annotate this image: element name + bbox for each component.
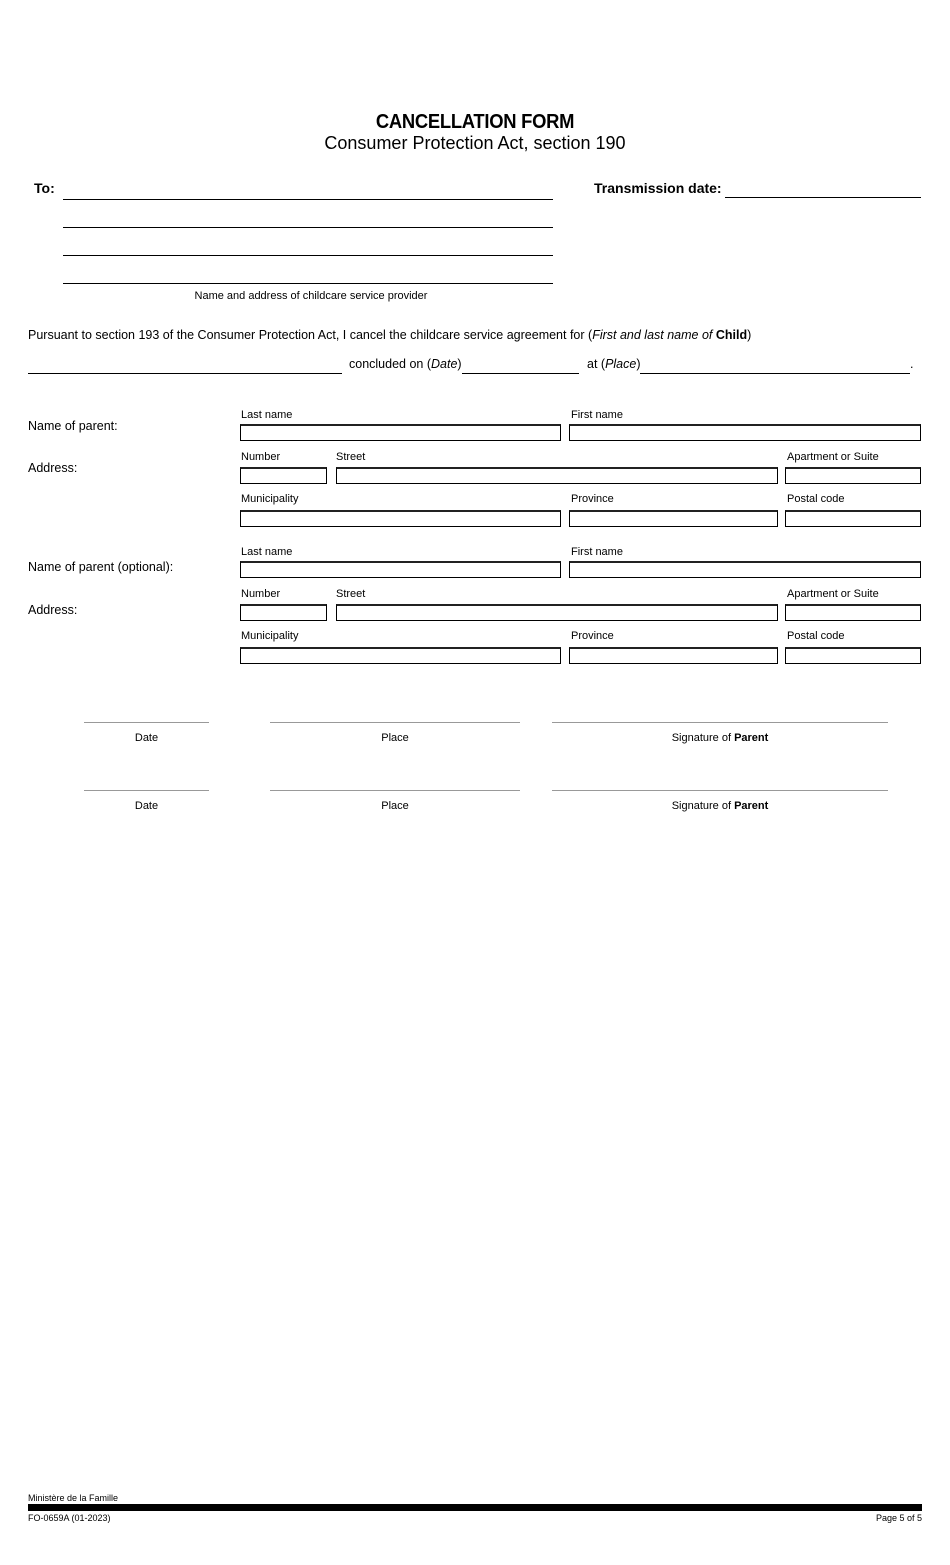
- parent1-province-label: Province: [571, 493, 614, 505]
- parent1-street-label: Street: [336, 451, 366, 463]
- parent2-name-label: Name of parent (optional):: [28, 560, 174, 574]
- form-subtitle: Consumer Protection Act, section 190: [324, 133, 626, 153]
- to-label: To:: [34, 180, 55, 196]
- parent1-postal-label: Postal code: [787, 493, 845, 505]
- parent2-municipality-input[interactable]: [240, 647, 561, 664]
- sig1-date-line[interactable]: [84, 722, 209, 723]
- footer-ministry: Ministère de la Famille: [28, 1493, 119, 1503]
- child-name-input[interactable]: [28, 357, 342, 373]
- parent2-municipality-label: Municipality: [241, 630, 299, 642]
- form-title: CANCELLATION FORM: [375, 111, 575, 133]
- to-underline-4: [63, 283, 553, 284]
- parent1-number-label: Number: [241, 451, 281, 463]
- to-underline-2: [63, 227, 553, 228]
- to-underline-3: [63, 255, 553, 256]
- parent1-apt-input[interactable]: [785, 467, 921, 484]
- sig2-signature-line[interactable]: [552, 790, 888, 791]
- transmission-date-input[interactable]: [725, 181, 921, 197]
- parent2-province-label: Province: [571, 630, 614, 642]
- parent1-first-name-label: First name: [571, 409, 623, 421]
- parent2-first-name-label: First name: [571, 546, 623, 558]
- parent2-apt-label: Apartment or Suite: [787, 588, 879, 600]
- parent2-street-label: Street: [336, 588, 366, 600]
- parent2-postal-input[interactable]: [785, 647, 921, 664]
- concluded-date-input[interactable]: [462, 357, 579, 373]
- place-input[interactable]: [640, 357, 910, 373]
- cancellation-statement: Pursuant to section 193 of the Consumer Protection Act, I cancel the childcare service agreement for (First and last name of Child): [28, 328, 752, 342]
- to-line-1[interactable]: [63, 183, 553, 199]
- parent2-number-input[interactable]: [240, 604, 327, 621]
- parent1-street-input[interactable]: [336, 467, 778, 484]
- footer-page-number: Page 5 of 5: [875, 1513, 922, 1523]
- sig2-signature-label: Signature of Parent: [671, 800, 769, 812]
- parent2-number-label: Number: [241, 588, 281, 600]
- at-place-label: at (Place): [587, 357, 641, 371]
- to-line-3[interactable]: [63, 239, 553, 255]
- parent2-street-input[interactable]: [336, 604, 778, 621]
- parent1-name-label: Name of parent:: [28, 419, 118, 433]
- concluded-date-underline: [462, 373, 579, 374]
- parent1-last-name-input[interactable]: [240, 424, 561, 441]
- parent1-postal-input[interactable]: [785, 510, 921, 527]
- sig1-signature-label: Signature of Parent: [671, 732, 769, 744]
- parent2-address-label: Address:: [28, 603, 78, 617]
- parent2-last-name-input[interactable]: [240, 561, 561, 578]
- parent2-province-input[interactable]: [569, 647, 778, 664]
- transmission-date-underline: [725, 197, 921, 198]
- parent1-municipality-label: Municipality: [241, 493, 299, 505]
- parent1-address-label: Address:: [28, 461, 78, 475]
- to-line-4[interactable]: [63, 267, 553, 283]
- parent1-last-name-label: Last name: [241, 409, 293, 421]
- sig2-place-label: Place: [381, 800, 409, 812]
- place-underline: [640, 373, 910, 374]
- parent2-postal-label: Postal code: [787, 630, 845, 642]
- parent1-province-input[interactable]: [569, 510, 778, 527]
- sig2-date-label: Date: [134, 800, 159, 812]
- parent1-first-name-input[interactable]: [569, 424, 921, 441]
- parent1-apt-label: Apartment or Suite: [787, 451, 879, 463]
- footer-bar: [28, 1504, 922, 1511]
- child-name-underline: [28, 373, 342, 374]
- to-line-2[interactable]: [63, 211, 553, 227]
- statement-period: .: [910, 357, 914, 371]
- sig1-signature-line[interactable]: [552, 722, 888, 723]
- parent1-number-input[interactable]: [240, 467, 327, 484]
- parent2-apt-input[interactable]: [785, 604, 921, 621]
- to-underline-1: [63, 199, 553, 200]
- parent2-first-name-input[interactable]: [569, 561, 921, 578]
- parent2-last-name-label: Last name: [241, 546, 293, 558]
- sig1-place-label: Place: [381, 732, 409, 744]
- concluded-on-label: concluded on (Date): [349, 357, 462, 371]
- sig2-date-line[interactable]: [84, 790, 209, 791]
- sig1-place-line[interactable]: [270, 722, 520, 723]
- provider-caption: Name and address of childcare service provider: [194, 290, 428, 302]
- sig1-date-label: Date: [134, 732, 159, 744]
- transmission-date-label: Transmission date:: [594, 180, 722, 196]
- footer-form-code: FO-0659A (01-2023): [28, 1513, 111, 1523]
- parent1-municipality-input[interactable]: [240, 510, 561, 527]
- sig2-place-line[interactable]: [270, 790, 520, 791]
